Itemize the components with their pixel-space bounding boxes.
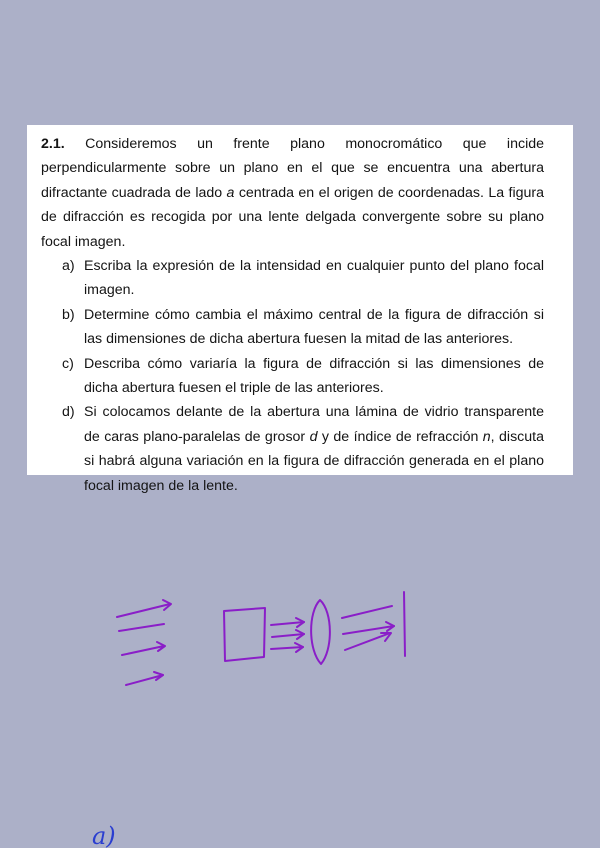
question-a-text: Escriba la expresión de la intensidad en cualquier punto del plano focal imagen. [84,258,544,299]
question-b-text: Determine cómo cambia el máximo central de la figura de difracción si las dimensiones de dicha abertura fuesen la mitad de las anteriores. [84,306,544,348]
focal-screen-drawing [404,592,405,656]
aperture-to-lens-rays-drawing [271,618,304,652]
intro-text-1: Consideremos un frente plano monocromático que incide perpendicularmente sobre un plano en el que se encuentra una abertura difractante cuadrada de lado [41,136,544,201]
variable-d: d [309,428,318,445]
variable-n: n [482,428,491,445]
aperture-square-drawing [224,608,265,661]
intro-text-2: centrada en el origen de coordenadas. La figura de difracción es recogida por una lente delgada convergente sobre su plano focal imagen. [41,184,544,250]
answer-a-handwritten [92,822,116,848]
question-d-text-2: y de índice de refracción [317,428,483,445]
question-d-label: d) [62,404,75,421]
question-b-label: b) [62,306,75,323]
question-c-text: Describa cómo variaría la figura de difracción si las dimensiones de dicha abertura fuesen el triple de las anteriores. [84,355,544,397]
incident-rays-drawing [117,600,171,685]
answer-a-label: a) [92,822,116,848]
question-a-label: a) [62,258,75,275]
variable-a: a [226,184,235,201]
question-d-text-1: Si colocamos delante de la abertura una lámina de vidrio transparente de caras plano-paralelas de grosor [84,404,544,445]
converging-rays-drawing [342,606,394,650]
problem-number: 2.1. [41,136,65,152]
lens-drawing [311,600,330,664]
question-c-label: c) [62,355,74,372]
question-d-text-3: , discuta si habrá alguna variación en la figura de difracción generada en el plano focal imagen de la lente. [84,428,544,494]
